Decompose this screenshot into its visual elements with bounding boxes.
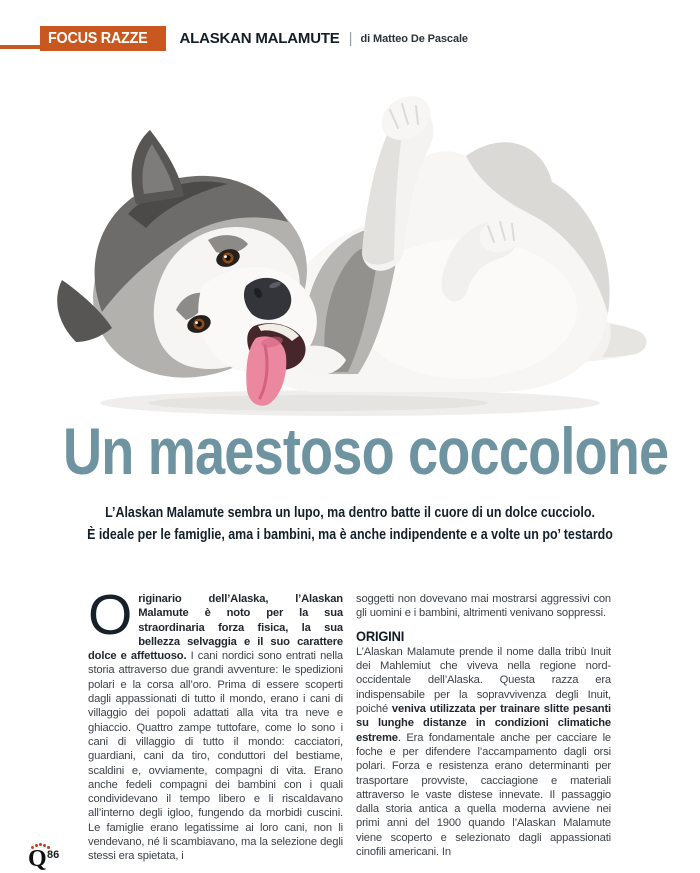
magazine-logo (28, 841, 88, 871)
kicker-rule (0, 45, 40, 49)
logo-letter: Q (28, 846, 47, 872)
article-columns (88, 583, 612, 864)
page-header (40, 26, 468, 51)
article-title: Un maestoso coccolone (63, 414, 669, 488)
body-text: L’Alaskan Malamute prende il nome dalla tribù Inuit dei Mahlemiut che viveva nella regione nord-occidentale dell’Alaska. Questa razza era indispensabile per la sopravvivenza degli Inuit, poiché (356, 645, 611, 716)
lead-bold-text: riginario dell’Alaska, l’Alaskan Malamute è noto per la sua straordinaria forza fisica, la sua bellezza selvaggia e il suo carattere dolce e affettuoso. (88, 593, 343, 663)
standfirst (0, 502, 700, 546)
body-text: . Era fondamentale anche per cacciare le foche e per difendere l’accampamento dagli orsi polari. Forza e resistenza erano determinanti per trasportare provviste, cacciagione e materiali attraverso le vaste distese innevate. Il passaggio dalla storia antica a quella moderna avviene nei primi anni del 1900 quando l’Alaskan Malamute viene scoperto e selezionato dagli appassionati cinofili americani. In (356, 731, 611, 859)
standfirst-line-1: L’Alaskan Malamute sembra un lupo, ma dentro batte il cuore di un dolce cucciolo. (105, 504, 595, 521)
breed-title: ALASKAN MALAMUTE (179, 30, 340, 47)
byline: di Matteo De Pascale (360, 32, 468, 45)
lead-paragraph (88, 583, 343, 864)
kicker-label: FOCUS RAZZE (48, 29, 148, 47)
standfirst-line-2: È ideale per le famiglie, ama i bambini, ma è anche indipendente e a volte un po’ testardo (87, 526, 613, 543)
malamute-photo (50, 72, 650, 432)
body-text: I cani nordici sono entrati nella storia attraverso due grandi avventure: le spedizioni polari e la corsa all’oro. Prima di essere scoperti dagli appassionati di tutto il mondo, erano i cani di villaggio dei popoli adattati alla vita tra neve e ghiaccio. Quattro zampe tuttofare, come lo sono i cani di villaggio di tutto il mondo: cacciatori, guardiani, cani da tiro, conduttori del bestiame, scaldini e, ovviamente, compagni di vita. Erano anche fedeli compagni dei bambini con i quali condividevano il tempo libero e li riscaldavano all’interno degli igloo, fungendo da morbidi cuscini. Le famiglie erano legatissime ai loro cani, non li vendevano, né li scambiavano, ma la selezione degli stessi era spietata, i (88, 650, 343, 863)
left-column (88, 583, 343, 864)
section-heading-origini: ORIGINI (356, 627, 405, 644)
kicker-badge (40, 26, 166, 51)
paragraph (356, 645, 611, 859)
byline-separator: | (348, 30, 353, 47)
drop-cap: O (88, 583, 133, 647)
page-number: 86 (47, 849, 60, 861)
right-column (356, 592, 611, 864)
body-bold-text: veniva utilizzata per trainare slitte pesanti su lunghe distanze in condizioni climatiche estreme (356, 703, 611, 744)
paragraph: soggetti non dovevano mai mostrarsi aggressivi con gli uomini e i bambini, altrimenti venivano soppressi. (356, 593, 611, 620)
